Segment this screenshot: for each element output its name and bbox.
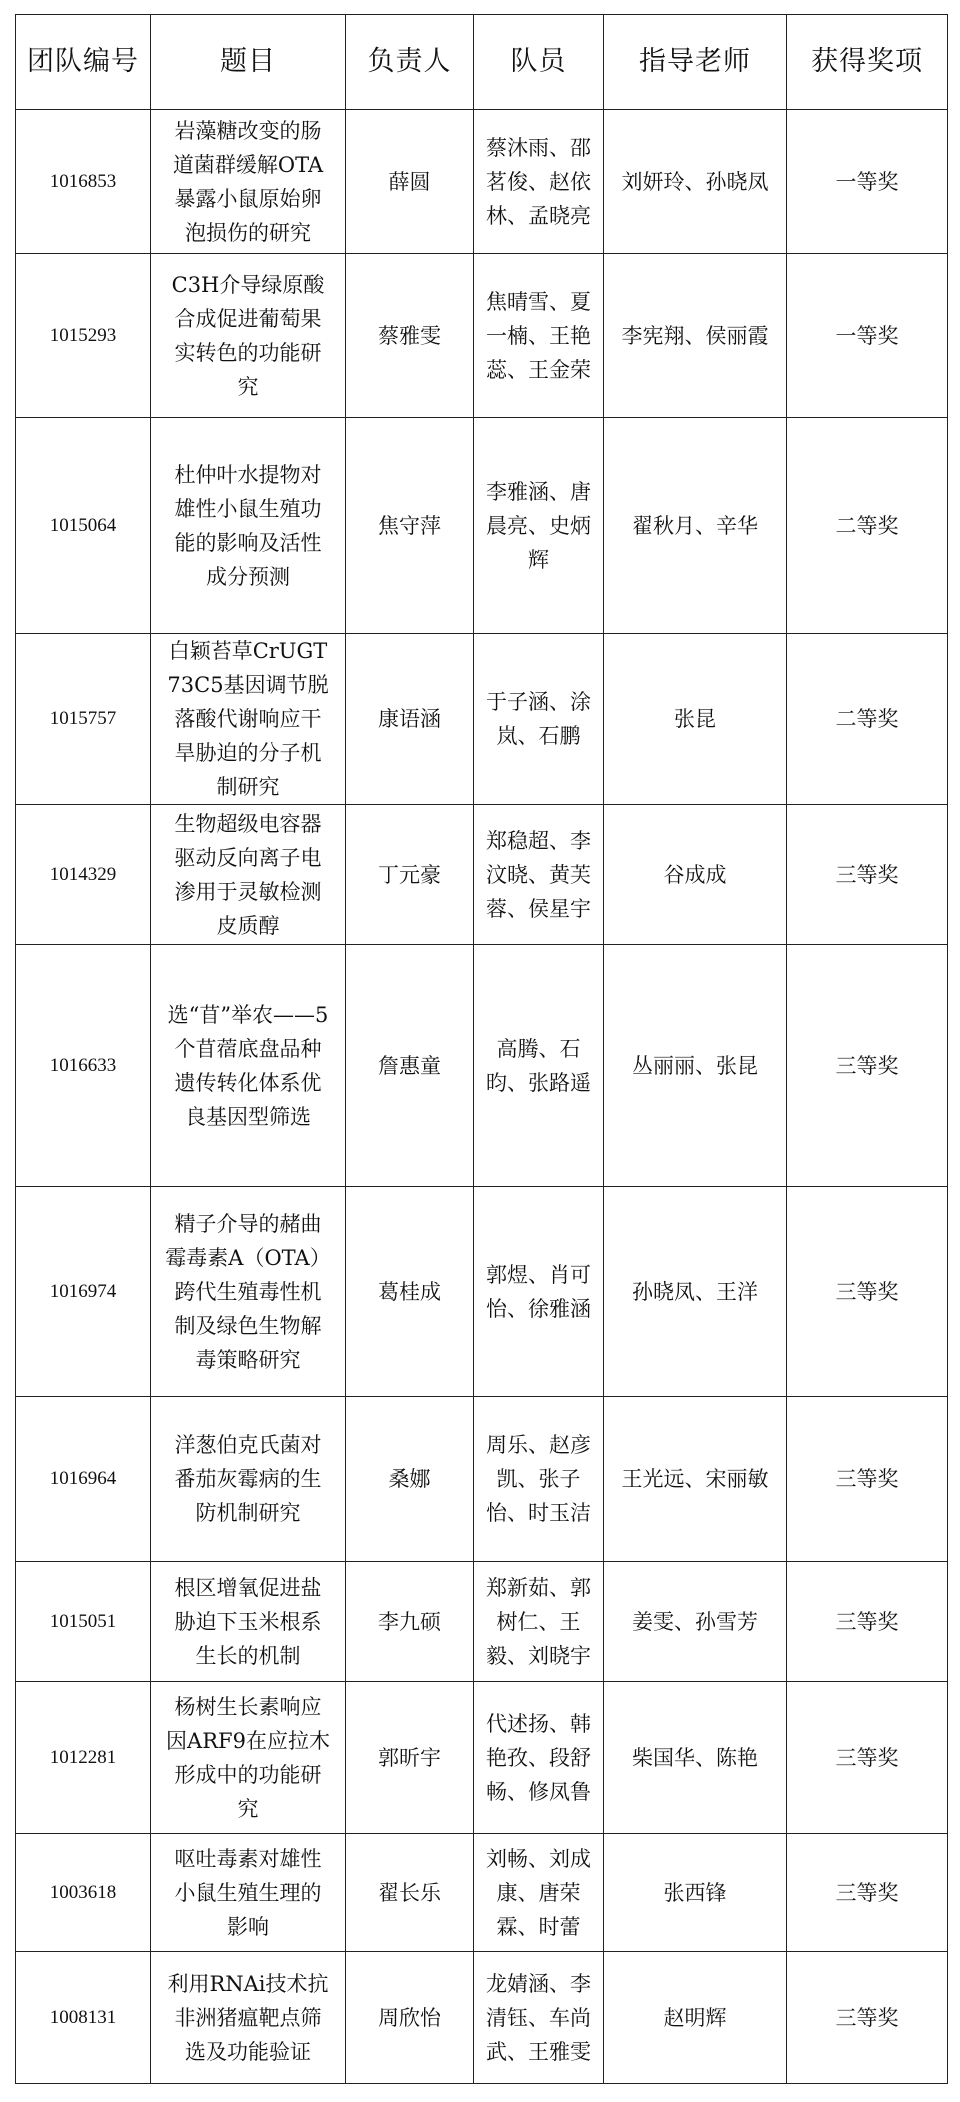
award-table <box>15 14 948 2084</box>
table-row <box>16 1187 948 1397</box>
leader-cell: 周欣怡 <box>346 1952 474 2084</box>
leader-cell: 葛桂成 <box>346 1187 474 1397</box>
header-advisor: 指导老师 <box>604 15 787 110</box>
header-leader: 负责人 <box>346 15 474 110</box>
award-cell: 二等奖 <box>787 418 948 634</box>
table-row <box>16 1834 948 1952</box>
members-cell: 郑新茹、郭树仁、王毅、刘晓宇 <box>474 1562 604 1682</box>
table-row <box>16 254 948 418</box>
title-cell: 精子介导的赭曲霉毒素A（OTA）跨代生殖毒性机制及绿色生物解毒策略研究 <box>151 1187 346 1397</box>
title-cell: 洋葱伯克氏菌对番茄灰霉病的生防机制研究 <box>151 1397 346 1562</box>
leader-cell: 丁元豪 <box>346 805 474 945</box>
table-row <box>16 1682 948 1834</box>
table-row <box>16 805 948 945</box>
table-row <box>16 110 948 254</box>
award-cell: 三等奖 <box>787 1952 948 2084</box>
team-id-cell: 1016633 <box>16 945 151 1187</box>
title-cell: 选“苜”举农——5个苜蓿底盘品种遗传转化体系优良基因型筛选 <box>151 945 346 1187</box>
table-row <box>16 418 948 634</box>
award-cell: 三等奖 <box>787 1834 948 1952</box>
team-id-cell: 1015051 <box>16 1562 151 1682</box>
members-cell: 蔡沐雨、邵茗俊、赵依林、孟晓亮 <box>474 110 604 254</box>
team-id-cell: 1003618 <box>16 1834 151 1952</box>
leader-cell: 康语涵 <box>346 634 474 805</box>
leader-cell: 郭昕宇 <box>346 1682 474 1834</box>
advisor-cell: 赵明辉 <box>604 1952 787 2084</box>
award-cell: 一等奖 <box>787 110 948 254</box>
header-row <box>16 15 948 110</box>
team-id-cell: 1016964 <box>16 1397 151 1562</box>
award-cell: 三等奖 <box>787 1187 948 1397</box>
advisor-cell: 翟秋月、辛华 <box>604 418 787 634</box>
title-cell: C3H介导绿原酸合成促进葡萄果实转色的功能研究 <box>151 254 346 418</box>
members-cell: 高腾、石昀、张路遥 <box>474 945 604 1187</box>
team-id-cell: 1014329 <box>16 805 151 945</box>
header-title: 题目 <box>151 15 346 110</box>
advisor-cell: 孙晓凤、王洋 <box>604 1187 787 1397</box>
leader-cell: 焦守萍 <box>346 418 474 634</box>
team-id-cell: 1008131 <box>16 1952 151 2084</box>
title-cell: 利用RNAi技术抗非洲猪瘟靶点筛选及功能验证 <box>151 1952 346 2084</box>
members-cell: 李雅涵、唐晨亮、史炳辉 <box>474 418 604 634</box>
team-id-cell: 1015293 <box>16 254 151 418</box>
table-row <box>16 634 948 805</box>
members-cell: 郭煜、肖可怡、徐雅涵 <box>474 1187 604 1397</box>
award-cell: 三等奖 <box>787 1682 948 1834</box>
title-cell: 根区增氧促进盐胁迫下玉米根系生长的机制 <box>151 1562 346 1682</box>
members-cell: 周乐、赵彦凯、张子怡、时玉洁 <box>474 1397 604 1562</box>
award-cell: 三等奖 <box>787 805 948 945</box>
advisor-cell: 谷成成 <box>604 805 787 945</box>
members-cell: 龙婧涵、李清钰、车尚武、王雅雯 <box>474 1952 604 2084</box>
leader-cell: 李九硕 <box>346 1562 474 1682</box>
advisor-cell: 柴国华、陈艳 <box>604 1682 787 1834</box>
members-cell: 焦晴雪、夏一楠、王艳蕊、王金荣 <box>474 254 604 418</box>
title-cell: 白颖苔草CrUGT73C5基因调节脱落酸代谢响应干旱胁迫的分子机制研究 <box>151 634 346 805</box>
team-id-cell: 1015064 <box>16 418 151 634</box>
advisor-cell: 张西锋 <box>604 1834 787 1952</box>
award-cell: 二等奖 <box>787 634 948 805</box>
advisor-cell: 刘妍玲、孙晓凤 <box>604 110 787 254</box>
award-cell: 一等奖 <box>787 254 948 418</box>
table-row <box>16 1397 948 1562</box>
award-cell: 三等奖 <box>787 1397 948 1562</box>
advisor-cell: 王光远、宋丽敏 <box>604 1397 787 1562</box>
team-id-cell: 1016853 <box>16 110 151 254</box>
advisor-cell: 张昆 <box>604 634 787 805</box>
title-cell: 杨树生长素响应因ARF9在应拉木形成中的功能研究 <box>151 1682 346 1834</box>
members-cell: 刘畅、刘成康、唐荣霖、时蕾 <box>474 1834 604 1952</box>
team-id-cell: 1015757 <box>16 634 151 805</box>
header-members: 队员 <box>474 15 604 110</box>
members-cell: 郑稳超、李汶晓、黄芙蓉、侯星宇 <box>474 805 604 945</box>
table-row <box>16 945 948 1187</box>
members-cell: 代述扬、韩艳孜、段舒畅、修凤鲁 <box>474 1682 604 1834</box>
header-team-id: 团队编号 <box>16 15 151 110</box>
leader-cell: 蔡雅雯 <box>346 254 474 418</box>
award-cell: 三等奖 <box>787 1562 948 1682</box>
leader-cell: 詹惠童 <box>346 945 474 1187</box>
award-table-container <box>15 14 948 2084</box>
advisor-cell: 姜雯、孙雪芳 <box>604 1562 787 1682</box>
team-id-cell: 1016974 <box>16 1187 151 1397</box>
title-cell: 生物超级电容器驱动反向离子电渗用于灵敏检测皮质醇 <box>151 805 346 945</box>
title-cell: 岩藻糖改变的肠道菌群缓解OTA暴露小鼠原始卵泡损伤的研究 <box>151 110 346 254</box>
title-cell: 杜仲叶水提物对雄性小鼠生殖功能的影响及活性成分预测 <box>151 418 346 634</box>
title-cell: 呕吐毒素对雄性小鼠生殖生理的影响 <box>151 1834 346 1952</box>
advisor-cell: 李宪翔、侯丽霞 <box>604 254 787 418</box>
leader-cell: 薛圆 <box>346 110 474 254</box>
leader-cell: 翟长乐 <box>346 1834 474 1952</box>
header-award: 获得奖项 <box>787 15 948 110</box>
table-row <box>16 1562 948 1682</box>
advisor-cell: 丛丽丽、张昆 <box>604 945 787 1187</box>
award-cell: 三等奖 <box>787 945 948 1187</box>
members-cell: 于子涵、涂岚、石鹏 <box>474 634 604 805</box>
team-id-cell: 1012281 <box>16 1682 151 1834</box>
leader-cell: 桑娜 <box>346 1397 474 1562</box>
table-row <box>16 1952 948 2084</box>
